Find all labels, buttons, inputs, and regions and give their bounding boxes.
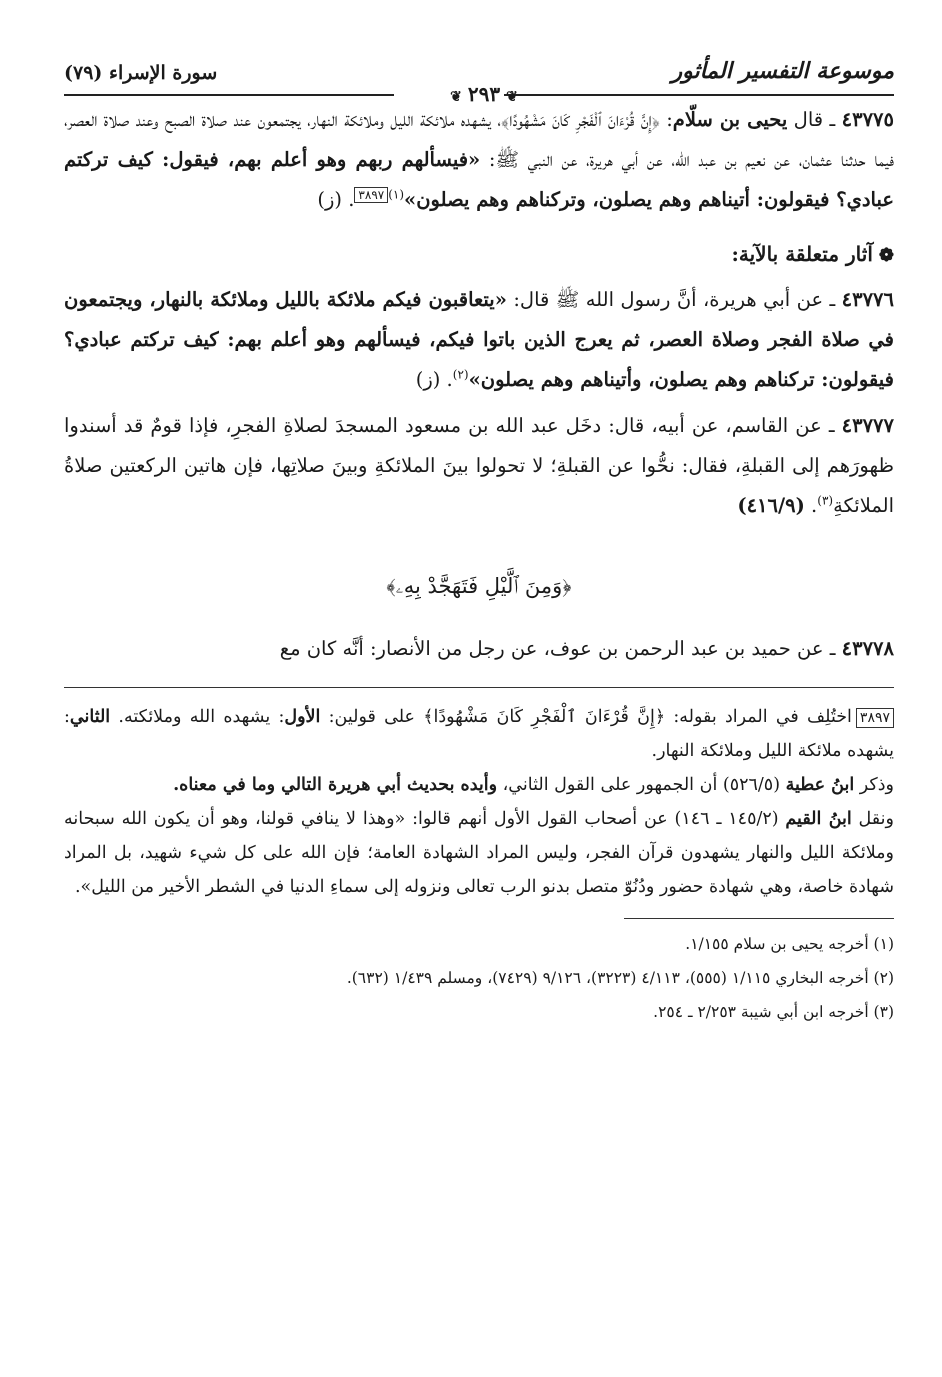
- scholar-name: ابنُ عطية: [785, 775, 855, 795]
- entry-text: ـ قال: [787, 108, 842, 131]
- entry-number: ٤٣٧٧٥: [841, 108, 894, 131]
- flower-ornament-icon: ❁: [878, 245, 894, 266]
- note-text: وذكر: [854, 775, 894, 795]
- note-text: اختُلِف في المراد بقوله: ﴿إِنَّ قُرْءَانَ ٱلْفَجْرِ كَانَ مَشْهُودًا﴾ على قولين:: [320, 707, 852, 727]
- ornament-icon: ❦: [506, 89, 518, 105]
- surah-label: سورة الإسراء (٧٩): [64, 62, 218, 84]
- note-text: (٥٢٦/٥) أن الجمهور على القول الثاني،: [497, 775, 786, 795]
- entry-text: ـ عن حميد بن عبد الرحمن بن عوف، عن رجل من الأنصار: أنَّه كان مع: [279, 637, 842, 660]
- page-header: [64, 52, 894, 106]
- ornament-icon: ❦: [450, 89, 462, 105]
- entry-43778: [64, 629, 894, 669]
- note-bold: الثاني: [69, 707, 111, 727]
- section-heading: [64, 242, 894, 266]
- entry-end: . (ز): [415, 368, 453, 391]
- note-ref-box: ٣٨٩٧: [354, 187, 388, 203]
- book-title: موسوعة التفسير المأثور: [671, 58, 894, 84]
- note-bold: الأول: [284, 707, 321, 727]
- section-divider: [64, 687, 894, 688]
- entry-43776: [64, 280, 894, 400]
- footnotes: [64, 927, 894, 1029]
- note-bold: وأيده بحديث أبي هريرة التالي وما في معناه.: [173, 775, 498, 795]
- note-text: : يشهده ملائكة الليل وملائكة النهار.: [64, 707, 894, 761]
- section-title: آثار متعلقة بالآية:: [731, 242, 873, 266]
- quran-verse: ﴿وَمِنَ ٱلَّيْلِ فَتَهَجَّدْ بِهِۦ﴾: [386, 574, 572, 598]
- entry-number: ٤٣٧٧٧: [841, 414, 894, 437]
- entry-text: : ﴿إِنَّ قُرْءَانَ ٱلْفَجْرِ كَانَ مَشْهُودًا﴾، يشهده ملائكة الليل وملائكة النهار، يجتمعون عند صلاة الصبح وعند صلاة العصر، فيما حدثنا عثمان، عن نعيم بن عبد الله، عن أبي هريرة، عن النبي ﷺ:: [64, 108, 894, 171]
- entry-43775: [64, 100, 894, 220]
- entry-text: ـ عن أبي هريرة، أنَّ رسول الله ﷺ قال:: [506, 288, 842, 311]
- explanatory-note: [64, 700, 894, 904]
- page-number: ٢٩٣: [467, 82, 501, 106]
- entry-43777: [64, 406, 894, 526]
- note-text: ونقل: [851, 809, 894, 829]
- footnote-ref: (٣): [817, 493, 834, 508]
- header-rule-left: [64, 94, 394, 96]
- entry-number: ٤٣٧٧٦: [841, 288, 895, 311]
- note-text: : يشهده الله وملائكته.: [110, 707, 285, 727]
- footnote-rule: [624, 918, 894, 919]
- footnote-item: (١) أخرجه يحيى بن سلام ١/١٥٥.: [685, 935, 894, 953]
- entry-text: ـ عن القاسم، عن أبيه، قال: دخَل عبد الله بن مسعود المسجدَ لصلاةِ الفجرِ، فإذا قومٌ قد أسندوا ظهورَهم إلى القبلةِ، فقال: نحُّوا عن القبلةِ؛ لا تحولوا بينَ الملائكةِ وبينَ صلاتِها، فإن هاتين الركعتين صلاةُ الملائكةِ: [64, 414, 894, 517]
- footnote-item: (٢) أخرجه البخاري ١/١١٥ (٥٥٥)، ٤/١١٣ (٣٢٢٣)، ٩/١٢٦ (٧٤٢٩)، ومسلم ١/٤٣٩ (٦٣٢).: [346, 969, 894, 987]
- entry-end: . (ز): [317, 188, 355, 211]
- hadith-quote: «يتعاقبون فيكم ملائكة بالليل وملائكة بالنهار، ويجتمعون في صلاة الفجر وصلاة العصر، ثم يعرج الذين باتوا فيكم، فيسألهم وهو أعلم بهم: كيف تركتم عبادي؟ فيقولون: تركناهم وهم يصلون، وأتيناهم وهم يصلون»: [64, 288, 894, 391]
- volume-ref: (٤١٦/٩): [737, 494, 805, 517]
- footnote-item: (٣) أخرجه ابن أبي شيبة ٢/٢٥٣ ـ ٢٥٤.: [653, 1003, 894, 1021]
- entry-end: .: [804, 494, 818, 517]
- note-paragraph: [64, 768, 894, 802]
- hadith-quote: «فيسألهم ربهم وهو أعلم بهم، فيقول: كيف تركتم عبادي؟ فيقولون: أتيناهم وهم يصلون، وتركناهم وهم يصلون»: [64, 148, 894, 211]
- document-page: [64, 52, 894, 1029]
- note-paragraph: [64, 802, 894, 904]
- footnote-ref: (١): [388, 187, 405, 202]
- note-text: (١٤٥/٢ ـ ١٤٦) عن أصحاب القول الأول أنهم قالوا: «وهذا لا ينافي قولنا، وهو أن يكون الله سبحانه وملائكة الليل والنهار يشهدون قرآن الفجر، وليس المراد الشهادة العامة؛ فإن الله على كل شيء شهيد، بل المراد شهادة خاصة، وهي شهادة حضور ودُنُوّ متصل بدنو الرب تعالى ونزوله إلى سماءِ الدنيا في الشطر الأخير من الليل».: [64, 809, 894, 897]
- footnote-ref: (٢): [452, 367, 469, 382]
- narrator-name: يحيى بن سلّام: [672, 108, 788, 131]
- note-paragraph: [64, 700, 894, 768]
- page-number-block: [404, 82, 564, 106]
- entry-number: ٤٣٧٧٨: [841, 637, 894, 660]
- scholar-name: ابنُ القيم: [785, 809, 852, 829]
- note-number-box: ٣٨٩٧: [856, 708, 894, 728]
